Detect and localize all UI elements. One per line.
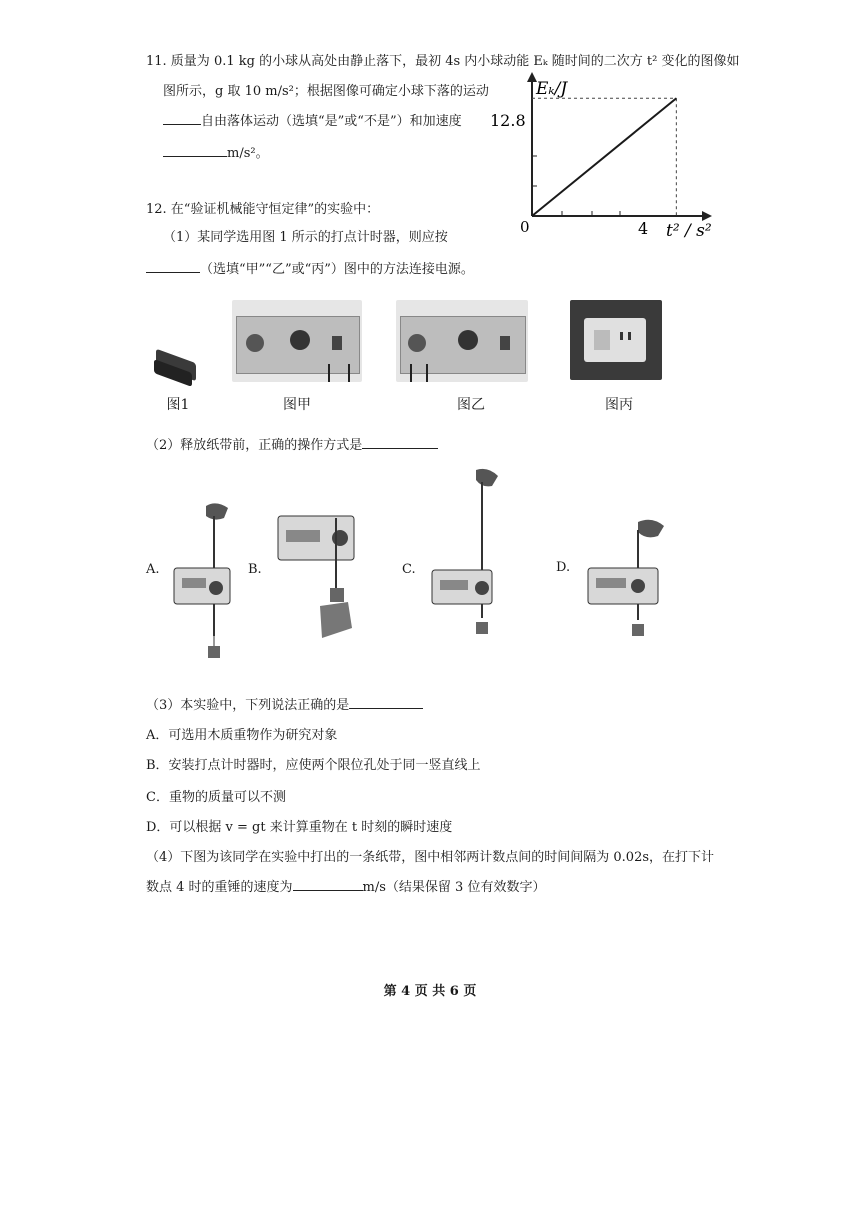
option-a-label: A. <box>146 562 160 577</box>
fig-caption-1: 图1 <box>166 397 190 413</box>
q12-p1-line2: （选填“甲”“乙”或“丙”）图中的方法连接电源。 <box>146 258 474 277</box>
q12-p4-line2: 数点 4 时的重锤的速度为 m/s（结果保留 3 位有效数字） <box>146 880 546 895</box>
option-b-label: B. <box>248 562 262 577</box>
fig-jia-power-supply-photo <box>232 300 362 382</box>
option-d-label: D. <box>556 560 571 575</box>
fig-bing-wall-socket-photo <box>570 300 662 380</box>
option-c-label: C. <box>402 562 416 577</box>
answer-blank[interactable] <box>163 112 201 125</box>
x-axis-arrow <box>702 211 712 221</box>
fig-caption-yi: 图乙 <box>457 397 485 413</box>
x-tick-label: 4 <box>638 219 649 238</box>
q12-p1-line1: （1）某同学选用图 1 所示的打点计时器，则应按 <box>163 230 448 245</box>
q11-line3: 自由落体运动（选填“是”或“不是”）和加速度 <box>163 110 462 129</box>
q11-line1: 11. 质量为 0.1 kg 的小球从高处由静止落下，最初 4s 内小球动能 Eₖ 随时间的二次方 t² 变化的图像如 <box>146 54 740 69</box>
ek-t2-chart <box>480 70 720 250</box>
fig-yi-power-supply-photo <box>396 300 528 382</box>
q12-p3-option-b: B．安装打点计时器时，应使两个限位孔处于同一竖直线上 <box>146 758 481 773</box>
q12-p3-option-a: A．可选用木质重物作为研究对象 <box>146 728 338 743</box>
q12-p2: （2）释放纸带前，正确的操作方式是 <box>146 434 438 453</box>
option-d-diagram <box>580 516 680 650</box>
answer-blank[interactable] <box>163 144 227 157</box>
y-axis-label: Eₖ/J <box>536 79 568 99</box>
data-line <box>532 98 676 216</box>
fig-caption-jia: 图甲 <box>283 397 311 413</box>
option-a-diagram <box>168 496 248 666</box>
option-c-diagram <box>426 466 516 642</box>
answer-blank[interactable] <box>362 436 438 449</box>
q11-line4: m/s²。 <box>163 142 269 161</box>
option-b-diagram <box>268 508 368 644</box>
q11-line2: 图所示，g 取 10 m/s²；根据图像可确定小球下落的运动 <box>163 84 489 99</box>
q12-p3: （3）本实验中，下列说法正确的是 <box>146 694 423 713</box>
answer-blank[interactable] <box>146 260 200 273</box>
q12-title: 12. 在“验证机械能守恒定律”的实验中： <box>146 202 380 217</box>
x-axis-label: t² / s² <box>666 221 712 241</box>
answer-blank[interactable] <box>293 878 363 891</box>
origin-label: 0 <box>520 218 530 236</box>
q12-p3-option-c: C．重物的质量可以不测 <box>146 790 286 805</box>
fig-caption-bing: 图丙 <box>605 397 633 413</box>
page-footer: 第 4 页 共 6 页 <box>383 984 477 999</box>
q12-p3-option-d: D．可以根据 v = gt 来计算重物在 t 时刻的瞬时速度 <box>146 820 453 835</box>
fig1-timer-photo <box>152 350 200 384</box>
y-tick-label: 12.8 <box>490 111 526 130</box>
q12-p4-line1: （4）下图为该同学在实验中打出的一条纸带，图中相邻两计数点间的时间间隔为 0.02s，在打下计 <box>146 850 714 865</box>
answer-blank[interactable] <box>349 696 423 709</box>
